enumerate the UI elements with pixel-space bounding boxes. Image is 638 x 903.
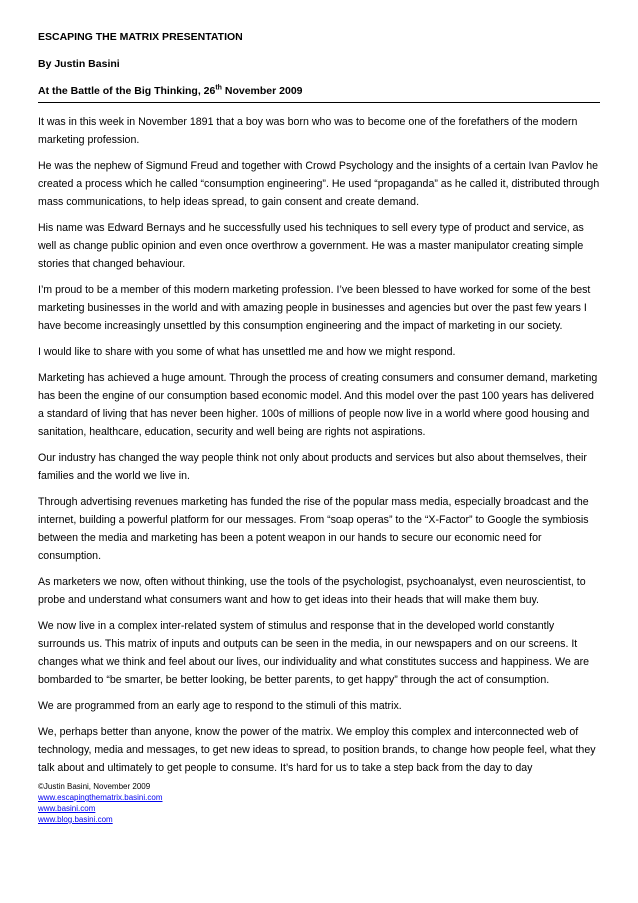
event-text: At the Battle of the Big Thinking, 26 (38, 85, 216, 97)
copyright-notice: ©Justin Basini, November 2009 (38, 782, 151, 791)
link-basini[interactable]: www.basini.com (38, 804, 96, 813)
paragraph: He was the nephew of Sigmund Freud and together with Crowd Psychology and the insights of a certain Ivan Pavlov he created a process which he called “consumption engineering”. He used “propaganda” as he called it, distributed through mass communications, to help ideas spread, to gain consent and create demand. (38, 160, 600, 208)
paragraph: I’m proud to be a member of this modern marketing profession. I’ve been blessed to have worked for some of the best marketing businesses in the world and with amazing people in businesses and agencies but over the past few years I have become increasingly unsettled by this consumption engineering and the impact of marketing in our society. (38, 284, 591, 332)
paragraph: It was in this week in November 1891 that a boy was born who was to become one of the forefathers of the modern marketing profession. (38, 116, 578, 146)
event-date-suffix: th (215, 84, 222, 92)
document-page (38, 30, 600, 785)
event-line (38, 84, 600, 98)
paragraph: As marketers we now, often without thinking, use the tools of the psychologist, psychoanalyst, even neuroscientist, to probe and understand what consumers want and how to get ideas into their heads that will make them buy. (38, 576, 586, 606)
header-divider (38, 102, 600, 103)
paragraph: We are programmed from an early age to respond to the stimuli of this matrix. (38, 700, 402, 712)
paragraph: We now live in a complex inter-related system of stimulus and response that in the developed world constantly surrounds us. This matrix of inputs and outputs can be seen in the media, in our newspapers and on our screens. It changes what we think and feel about our lives, our individuality and what constitutes success and happiness. We are bombarded to “be smarter, be better looking, be better parents, to get happy” through the act of consumption. (38, 620, 590, 686)
page-footer (38, 781, 598, 825)
paragraph: Through advertising revenues marketing has funded the rise of the popular mass media, especially broadcast and the internet, building a powerful platform for our messages. From “soap operas” to the “X-Factor” to Google the symbiosis between the media and marketing has been a potent weapon in our hands to secure our economic need for consumption. (38, 496, 589, 562)
paragraph: We, perhaps better than anyone, know the power of the matrix. We employ this complex and interconnected web of technology, media and messages, to get new ideas to spread, to position brands, to change how people feel, what they talk about and ultimately to get people to consume. It’s hard for us to take a step back from the day to day (38, 726, 596, 774)
author-byline: By Justin Basini (38, 58, 120, 70)
document-title: ESCAPING THE MATRIX PRESENTATION (38, 31, 243, 43)
link-escapingthematrix[interactable]: www.escapingthematrix.basini.com (38, 793, 163, 802)
event-month-year: November 2009 (221, 85, 303, 97)
paragraph: Our industry has changed the way people think not only about products and services but also about themselves, their families and the world we live in. (38, 452, 587, 482)
paragraph: His name was Edward Bernays and he successfully used his techniques to sell every type of product and service, as well as change public opinion and even once overthrow a government. He was a master manipulator creating simple stories that changed behaviour. (38, 222, 584, 270)
document-body (38, 113, 600, 777)
paragraph: Marketing has achieved a huge amount. Through the process of creating consumers and consumer demand, marketing has been the engine of our consumption based economic model. And this model over the past 100 years has delivered a standard of living that has never been higher. 100s of millions of people now live in a world where good housing and sanitation, healthcare, education, security and well being are rights not aspirations. (38, 372, 598, 438)
link-blog-basini[interactable]: www.blog.basini.com (38, 815, 113, 824)
paragraph: I would like to share with you some of what has unsettled me and how we might respond. (38, 346, 456, 358)
